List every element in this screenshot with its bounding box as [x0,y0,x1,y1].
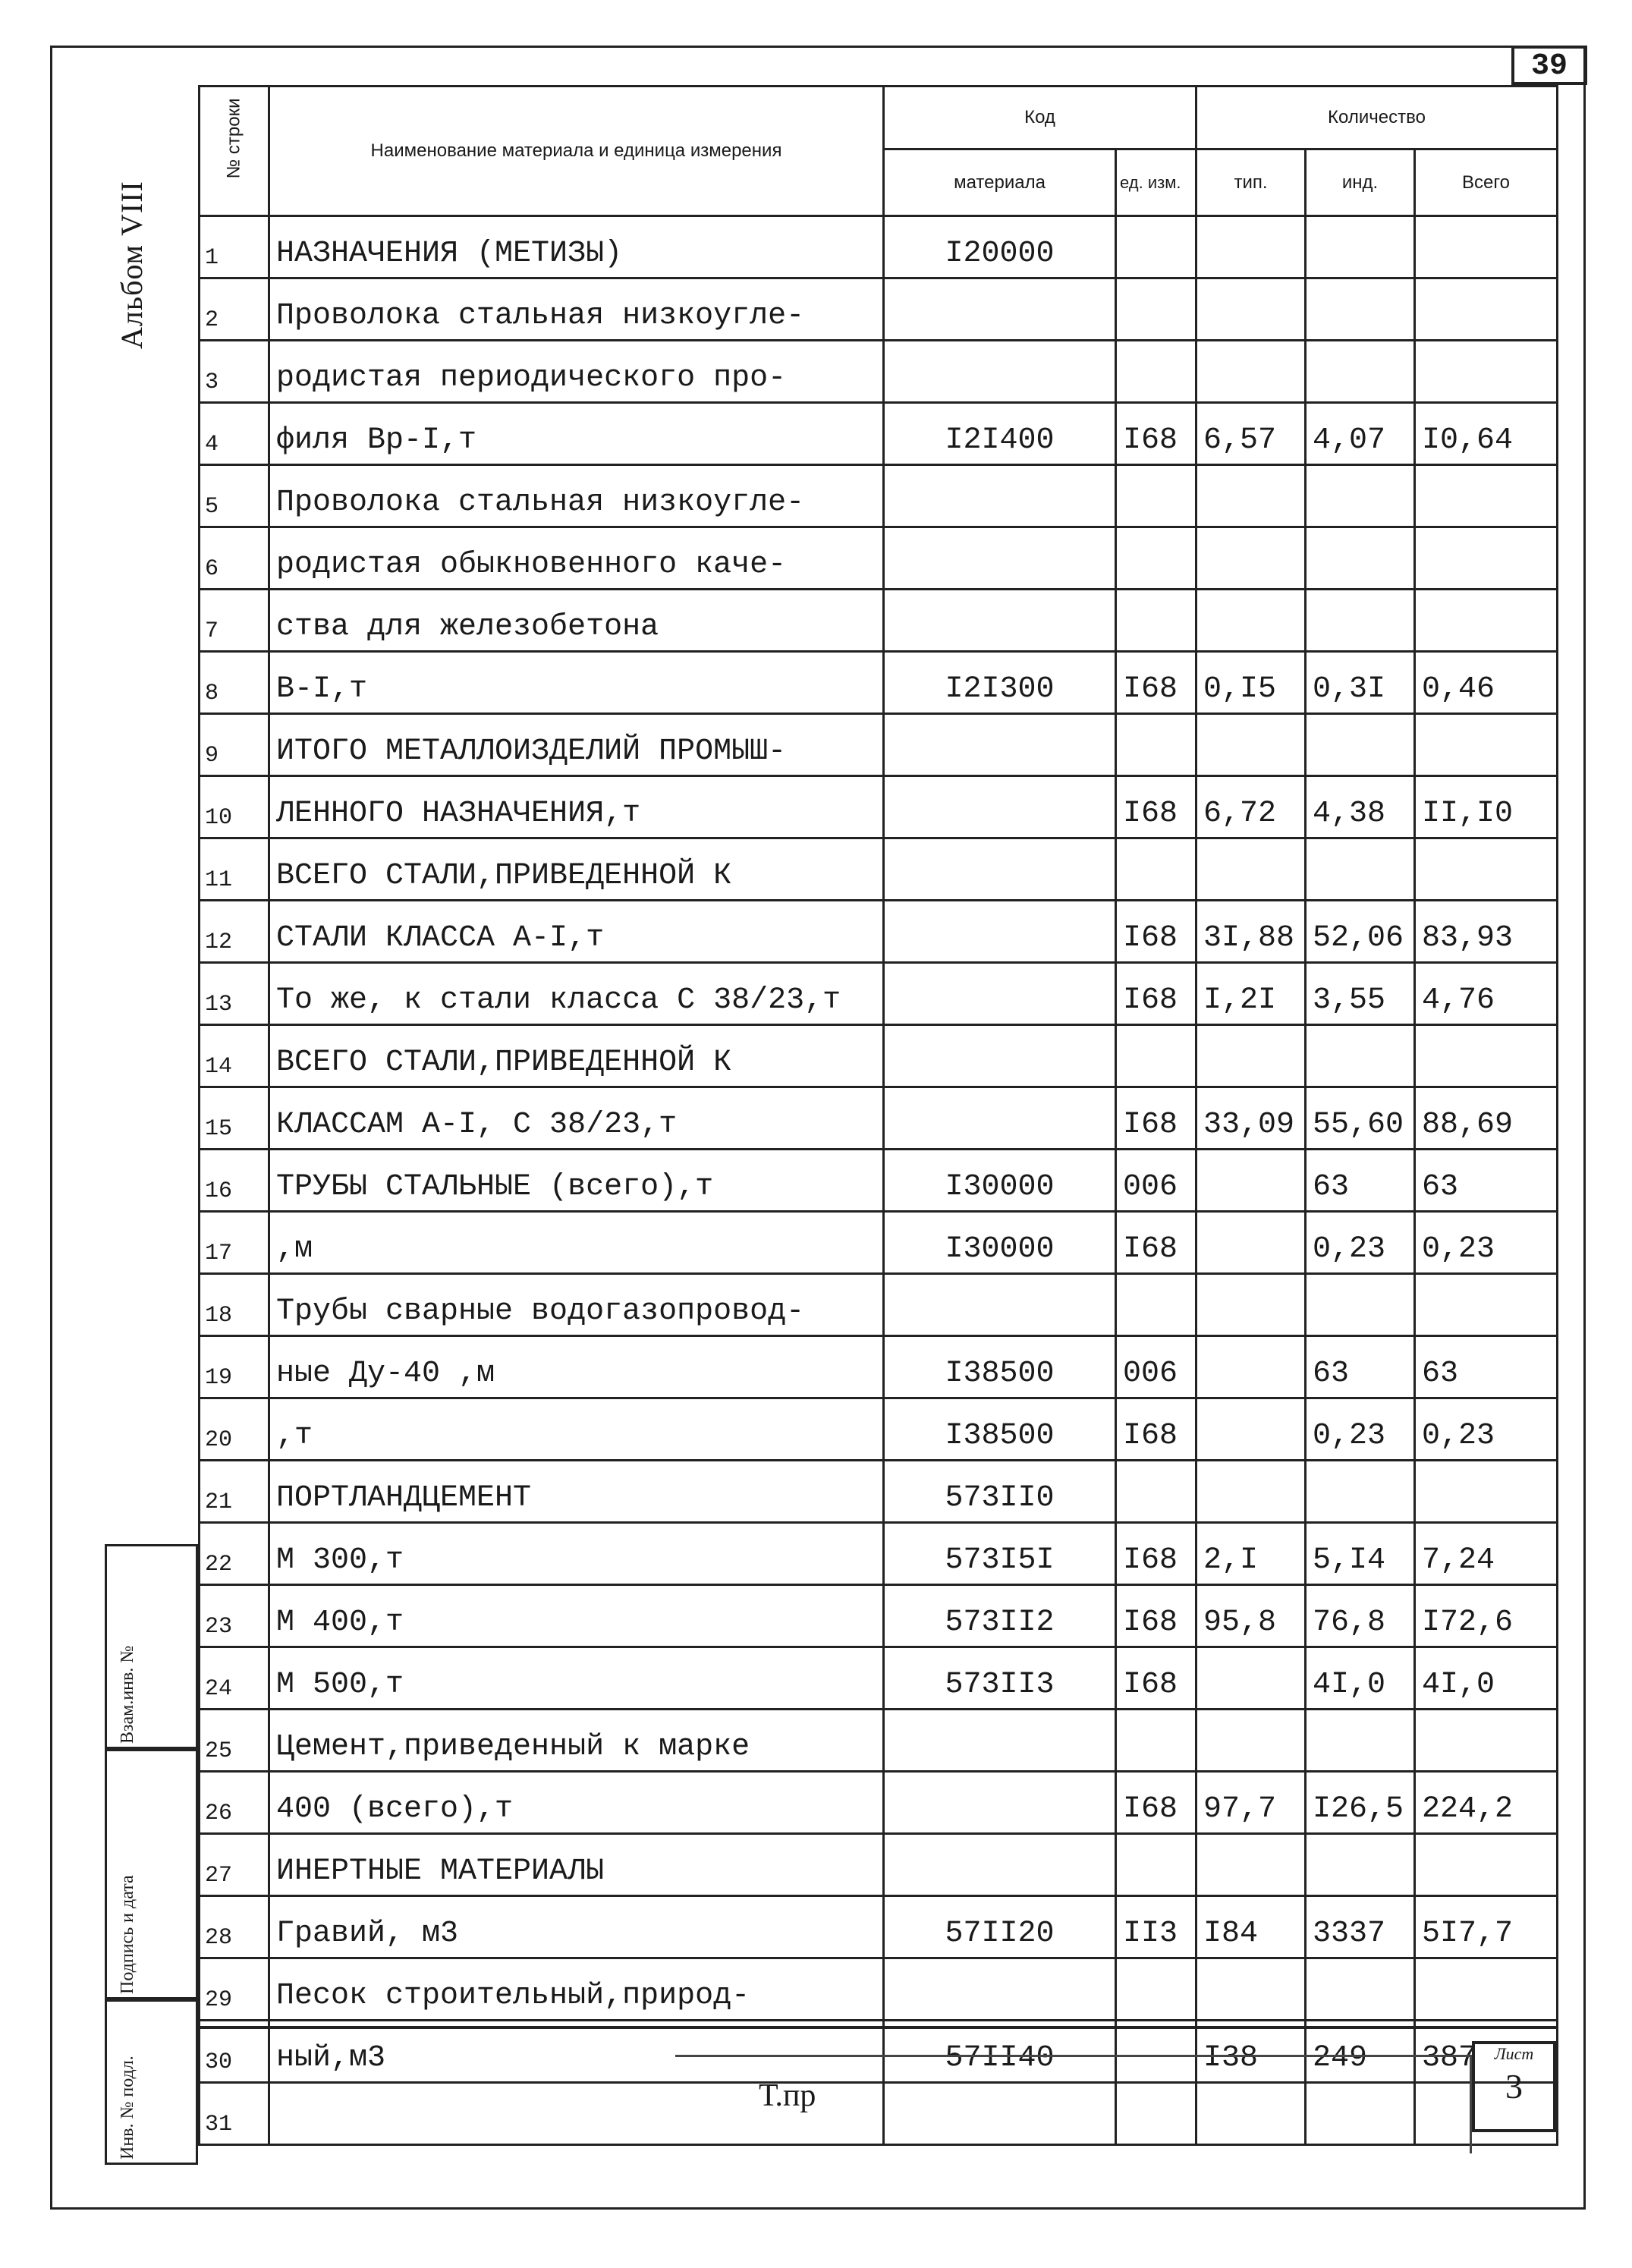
header-quantity: Количество [1196,87,1558,149]
cell-typ [1196,1398,1306,1461]
cell-n: 12 [200,901,269,963]
cell-code: 573I5I [884,1523,1116,1585]
cell-total: 0,23 [1415,1398,1558,1461]
cell-ind [1306,1710,1415,1772]
cell-total [1415,590,1558,652]
cell-ind: 249 [1306,2021,1415,2083]
cell-n: 20 [200,1398,269,1461]
cell-unit: I68 [1116,901,1196,963]
cell-ind [1306,1274,1415,1336]
cell-total: 387 [1415,2021,1558,2083]
cell-code: 573II0 [884,1461,1116,1523]
cell-ind [1306,714,1415,776]
header-row-no [200,87,269,216]
cell-n: 17 [200,1212,269,1274]
table-row [200,1523,1558,1585]
cell-name: ТРУБЫ СТАЛЬНЫЕ (всего),т [269,1150,884,1212]
cell-total: 224,2 [1415,1772,1558,1834]
table-row [200,403,1558,465]
cell-total [1415,465,1558,527]
cell-code: I30000 [884,1212,1116,1274]
cell-ind [1306,1958,1415,2021]
cell-code [884,1274,1116,1336]
cell-name: М 300,т [269,1523,884,1585]
cell-typ: 0,I5 [1196,652,1306,714]
table-row [200,1398,1558,1461]
cell-name: Проволока стальная низкоугле- [269,465,884,527]
cell-total [1415,527,1558,590]
cell-typ [1196,278,1306,341]
cell-name: родистая обыкновенного каче- [269,527,884,590]
cell-unit [1116,590,1196,652]
table-row [200,1274,1558,1336]
cell-name: ВСЕГО СТАЛИ,ПРИВЕДЕННОЙ К [269,838,884,901]
cell-ind: 4,07 [1306,403,1415,465]
cell-code: I20000 [884,216,1116,278]
cell-code: 57II20 [884,1896,1116,1958]
cell-n: 3 [200,341,269,403]
cell-n: 29 [200,1958,269,2021]
cell-n: 2 [200,278,269,341]
cell-total: I0,64 [1415,403,1558,465]
designation-prefix: Т.пр [759,2078,816,2113]
cell-typ: I84 [1196,1896,1306,1958]
cell-name: Цемент,приведенный к марке [269,1710,884,1772]
header-q-total: Всего [1415,149,1558,216]
cell-unit: I68 [1116,1523,1196,1585]
cell-name: М 500,т [269,1647,884,1710]
cell-ind [1306,838,1415,901]
header-q-ind: инд. [1306,149,1415,216]
materials-table [198,85,1558,2146]
table-row [200,1150,1558,1212]
cell-unit: I68 [1116,652,1196,714]
cell-code [884,963,1116,1025]
table-row [200,590,1558,652]
cell-unit [1116,1461,1196,1523]
table-row [200,341,1558,403]
cell-ind: 4I,0 [1306,1647,1415,1710]
cell-total: 0,46 [1415,652,1558,714]
cell-total [1415,278,1558,341]
cell-typ: 33,09 [1196,1087,1306,1150]
cell-typ: 95,8 [1196,1585,1306,1647]
cell-typ: 2,I [1196,1523,1306,1585]
side-cell-inv-orig: Инв. № подл. [105,1999,198,2165]
cell-name: родистая периодического про- [269,341,884,403]
cell-typ [1196,216,1306,278]
side-stamp [105,1544,198,2165]
album-label [114,99,159,349]
table-row [200,776,1558,838]
cell-ind: 3337 [1306,1896,1415,1958]
cell-name: ИНЕРТНЫЕ МАТЕРИАЛЫ [269,1834,884,1896]
cell-total: 63 [1415,1336,1558,1398]
cell-name: ПОРТЛАНДЦЕМЕНТ [269,1461,884,1523]
cell-n: 11 [200,838,269,901]
cell-ind: I26,5 [1306,1772,1415,1834]
table-row [200,1336,1558,1398]
cell-name: НАЗНАЧЕНИЯ (МЕТИЗЫ) [269,216,884,278]
cell-ind: 63 [1306,1336,1415,1398]
table-row [200,652,1558,714]
cell-code [884,1834,1116,1896]
cell-n: 23 [200,1585,269,1647]
header-row-no-text: № строки [223,98,244,179]
cell-total [1415,341,1558,403]
cell-n: 27 [200,1834,269,1896]
cell-total: 4,76 [1415,963,1558,1025]
cell-unit [1116,838,1196,901]
side-cell-sign-date: Подпись и дата [105,1749,198,1999]
cell-total: I72,6 [1415,1585,1558,1647]
cell-n: 22 [200,1523,269,1585]
cell-ind: 5,I4 [1306,1523,1415,1585]
cell-unit [1116,527,1196,590]
cell-ind [1306,465,1415,527]
cell-name: В-I,т [269,652,884,714]
cell-unit [1116,465,1196,527]
cell-n: 10 [200,776,269,838]
cell-n: 31 [200,2083,269,2145]
cell-n: 24 [200,1647,269,1710]
cell-n: 30 [200,2021,269,2083]
cell-ind: 76,8 [1306,1585,1415,1647]
cell-name: ,м [269,1212,884,1274]
table-row [200,1772,1558,1834]
table-row [200,901,1558,963]
table-row [200,1958,1558,2021]
cell-unit [1116,714,1196,776]
cell-unit: I68 [1116,1212,1196,1274]
cell-code: I2I400 [884,403,1116,465]
header-code-material: материала [884,149,1116,216]
cell-code [884,278,1116,341]
cell-n: 21 [200,1461,269,1523]
cell-name: Проволока стальная низкоугле- [269,278,884,341]
table-row [200,714,1558,776]
cell-code [884,714,1116,776]
cell-code: I30000 [884,1150,1116,1212]
cell-name: ный,м3 [269,2021,884,2083]
table-row [200,1896,1558,1958]
cell-total: 5I7,7 [1415,1896,1558,1958]
table-row [200,1025,1558,1087]
cell-unit: I68 [1116,1585,1196,1647]
table-row [200,1834,1558,1896]
cell-name: СТАЛИ КЛАССА А-I,т [269,901,884,963]
cell-n: 28 [200,1896,269,1958]
cell-typ [1196,527,1306,590]
cell-typ [1196,1336,1306,1398]
header-name: Наименование материала и единица измерения [269,87,884,216]
cell-name: ЛЕННОГО НАЗНАЧЕНИЯ,т [269,776,884,838]
cell-total [1415,1461,1558,1523]
cell-total [1415,216,1558,278]
cell-typ [1196,341,1306,403]
cell-unit [1116,216,1196,278]
cell-code: I38500 [884,1336,1116,1398]
table-row [200,1647,1558,1710]
cell-total [1415,714,1558,776]
cell-name: ,т [269,1398,884,1461]
cell-unit: I68 [1116,1772,1196,1834]
cell-typ [1196,1025,1306,1087]
cell-unit: I68 [1116,1087,1196,1150]
materials-table-body [200,216,1558,2145]
cell-total: 0,23 [1415,1212,1558,1274]
sheet-label: Лист [1494,2044,1534,2063]
cell-n: 26 [200,1772,269,1834]
cell-code [884,1025,1116,1087]
cell-typ [1196,1834,1306,1896]
cell-ind [1306,1834,1415,1896]
cell-n: 16 [200,1150,269,1212]
cell-code [884,1772,1116,1834]
cell-n: 7 [200,590,269,652]
cell-name: Трубы сварные водогазопровод- [269,1274,884,1336]
cell-code [884,1710,1116,1772]
cell-ind: 0,23 [1306,1398,1415,1461]
cell-typ [1196,714,1306,776]
table-row [200,465,1558,527]
table-row [200,278,1558,341]
cell-ind [1306,590,1415,652]
cell-code [884,465,1116,527]
cell-code: 57II40 [884,2021,1116,2083]
cell-code: 573II3 [884,1647,1116,1710]
album-label-text: Альбом VIII [115,181,149,349]
sheet-number-box [1472,2041,1556,2132]
cell-ind [1306,216,1415,278]
cell-name: ства для железобетона [269,590,884,652]
cell-ind [1306,1461,1415,1523]
cell-code [884,838,1116,901]
header-code: Код [884,87,1196,149]
cell-name: Песок строительный,природ- [269,1958,884,2021]
cell-typ [1196,1461,1306,1523]
sheet-number: 3 [1505,2067,1523,2106]
header-code-unit: ед. изм. [1116,149,1196,216]
cell-unit: I68 [1116,403,1196,465]
cell-unit: II3 [1116,1896,1196,1958]
cell-total [1415,1958,1558,2021]
cell-ind: 52,06 [1306,901,1415,963]
cell-unit: I68 [1116,1647,1196,1710]
cell-ind [1306,527,1415,590]
cell-unit [1116,1958,1196,2021]
cell-typ: 6,72 [1196,776,1306,838]
cell-code [884,1958,1116,2021]
table-row [200,527,1558,590]
cell-total [1415,1710,1558,1772]
cell-total [1415,1274,1558,1336]
cell-ind: 3,55 [1306,963,1415,1025]
cell-ind: 0,3I [1306,652,1415,714]
cell-typ [1196,1958,1306,2021]
cell-n: 6 [200,527,269,590]
cell-n: 14 [200,1025,269,1087]
cell-total: 83,93 [1415,901,1558,963]
cell-code: 573II2 [884,1585,1116,1647]
cell-total [1415,838,1558,901]
cell-code [884,341,1116,403]
cell-n: 9 [200,714,269,776]
table-row [200,838,1558,901]
cell-total: 4I,0 [1415,1647,1558,1710]
cell-typ [1196,1710,1306,1772]
cell-unit: 006 [1116,1336,1196,1398]
cell-unit: I68 [1116,963,1196,1025]
cell-ind: 4,38 [1306,776,1415,838]
cell-name: Гравий, м3 [269,1896,884,1958]
cell-typ [1196,465,1306,527]
cell-unit [1116,1710,1196,1772]
cell-ind: 55,60 [1306,1087,1415,1150]
cell-n: 5 [200,465,269,527]
cell-typ [1196,1212,1306,1274]
cell-name: ВСЕГО СТАЛИ,ПРИВЕДЕННОЙ К [269,1025,884,1087]
cell-total [1415,1025,1558,1087]
cell-typ [1196,1150,1306,1212]
cell-name: КЛАССАМ А-I, С 38/23,т [269,1087,884,1150]
cell-name: филя Вр-I,т [269,403,884,465]
page-number: 39 [1511,46,1587,85]
cell-code [884,901,1116,963]
table-row [200,1585,1558,1647]
cell-unit [1116,1274,1196,1336]
cell-n: 8 [200,652,269,714]
table-row [200,1087,1558,1150]
cell-typ: I38 [1196,2021,1306,2083]
cell-typ [1196,838,1306,901]
side-cell-inv-exchange: Взам.инв. № [105,1544,198,1749]
cell-code [884,527,1116,590]
cell-code [884,776,1116,838]
header-q-typ: тип. [1196,149,1306,216]
table-row [200,1461,1558,1523]
cell-code [884,590,1116,652]
document-designation [759,2078,838,2115]
cell-n: 18 [200,1274,269,1336]
cell-ind: 0,23 [1306,1212,1415,1274]
cell-ind [1306,1025,1415,1087]
cell-unit: 006 [1116,1150,1196,1212]
cell-unit [1116,278,1196,341]
cell-n: 1 [200,216,269,278]
cell-unit: I68 [1116,1398,1196,1461]
cell-ind [1306,278,1415,341]
cell-total: 7,24 [1415,1523,1558,1585]
cell-name: М 400,т [269,1585,884,1647]
cell-unit [1116,1025,1196,1087]
table-row [200,1212,1558,1274]
cell-code: I38500 [884,1398,1116,1461]
cell-unit [1116,1834,1196,1896]
cell-typ [1196,1647,1306,1710]
cell-code [884,1087,1116,1150]
cell-ind [1306,341,1415,403]
cell-n: 13 [200,963,269,1025]
cell-typ [1196,1274,1306,1336]
cell-total [1415,1834,1558,1896]
cell-total: 88,69 [1415,1087,1558,1150]
cell-name: То же, к стали класса С 38/23,т [269,963,884,1025]
cell-n: 15 [200,1087,269,1150]
cell-name: 400 (всего),т [269,1772,884,1834]
cell-name: ные Ду-40 ,м [269,1336,884,1398]
table-row [200,216,1558,278]
cell-ind: 63 [1306,1150,1415,1212]
cell-typ: 6,57 [1196,403,1306,465]
cell-typ [1196,590,1306,652]
cell-n: 4 [200,403,269,465]
cell-code: I2I300 [884,652,1116,714]
cell-n: 25 [200,1710,269,1772]
cell-n: 19 [200,1336,269,1398]
cell-typ: I,2I [1196,963,1306,1025]
cell-unit [1116,341,1196,403]
cell-typ: 97,7 [1196,1772,1306,1834]
cell-unit: I68 [1116,776,1196,838]
cell-name: ИТОГО МЕТАЛЛОИЗДЕЛИЙ ПРОМЫШ- [269,714,884,776]
cell-typ: 3I,88 [1196,901,1306,963]
table-row [200,963,1558,1025]
cell-total: 63 [1415,1150,1558,1212]
table-row [200,1710,1558,1772]
cell-total: II,I0 [1415,776,1558,838]
